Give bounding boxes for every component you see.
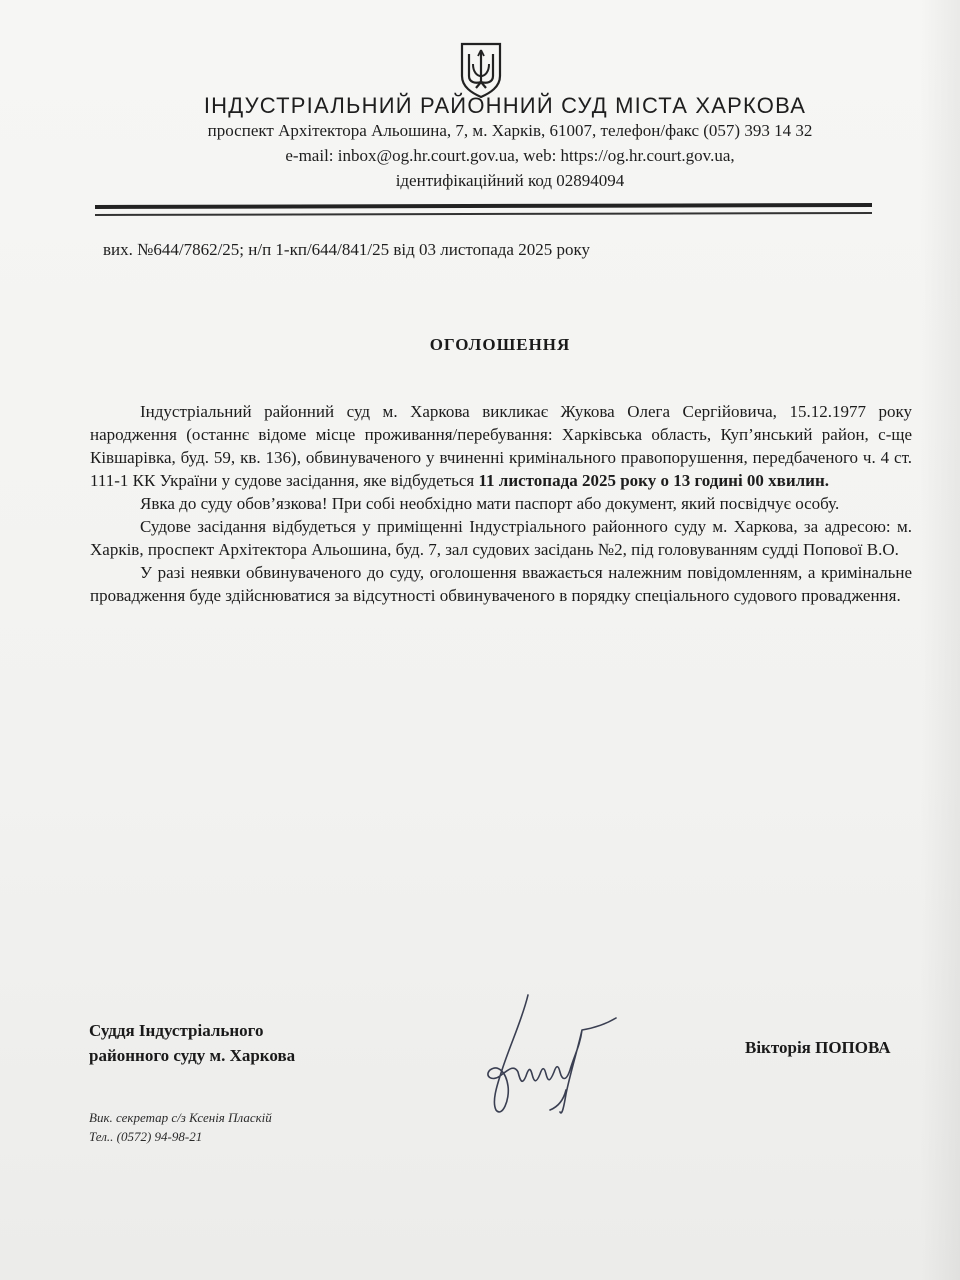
trident-coat-of-arms-icon <box>459 42 503 98</box>
court-address: проспект Архітектора Альошина, 7, м. Харків, 61007, телефон/факс (057) 393 14 32 <box>207 121 813 140</box>
judge-position-line1: Суддя Індустріального <box>89 1021 264 1040</box>
judge-position-line2: районного суду м. Харкова <box>89 1046 296 1065</box>
header-divider-thin <box>95 212 872 216</box>
hearing-datetime: 11 листопада 2025 року о 13 годині 00 хвилин. <box>478 471 830 490</box>
executor-phone: Тел.. (0572) 94-98-21 <box>89 1129 203 1144</box>
court-contacts: e-mail: inbox@og.hr.court.gov.ua, web: https://og.hr.court.gov.ua, <box>285 146 735 165</box>
executor-name: Вик. секретар с/з Ксенія Пласкій <box>89 1110 272 1125</box>
handwritten-signature-icon <box>470 990 620 1125</box>
paragraph-summons-text: Індустріальний районний суд м. Харкова викликає Жукова Олега Сергійовича, 15.12.1977 року народження (останнє відоме місце проживання/перебування: Харківська область, Куп’янський район, с-ще Ківшарівка, буд. 59, кв. 136), обвинуваченого у вчиненні кримінального правопорушення, передбаченого ч. 4 ст. 111-1 КК України у судове засідання, яке відбудеться <box>90 402 912 490</box>
outgoing-reference: вих. №644/7862/25; н/п 1-кп/644/841/25 від 03 листопада 2025 року <box>103 240 590 259</box>
court-name: ІНДУСТРІАЛЬНИЙ РАЙОННИЙ СУД МІСТА ХАРКОВА <box>203 93 807 118</box>
court-id-code: ідентифікаційний код 02894094 <box>395 171 625 190</box>
announcement-body <box>90 400 912 607</box>
footer-executor <box>89 1108 272 1146</box>
paragraph-consequences: У разі неявки обвинуваченого до суду, оголошення вважається належним повідомленням, а кримінальне провадження буде здійснюватися за відсутності обвинуваченого в порядку спеціального судового провадження. <box>90 563 912 605</box>
paragraph-attendance: Явка до суду обов’язкова! При собі необхідно мати паспорт або документ, який посвідчує особу. <box>140 494 840 513</box>
header-divider-thick <box>95 203 872 209</box>
document-title: ОГОЛОШЕННЯ <box>429 335 571 354</box>
judge-name: Вікторія ПОПОВА <box>745 1038 891 1057</box>
paragraph-venue: Судове засідання відбудеться у приміщенні Індустріального районного суду м. Харкова, за адресою: м. Харків, проспект Архітектора Альошина, буд. 7, зал судових засідань №2, під головуванням судді Попової В.О. <box>90 517 912 559</box>
page-edge-shadow <box>920 0 960 1280</box>
paragraph-summons <box>90 400 912 492</box>
judge-position <box>89 1018 295 1068</box>
